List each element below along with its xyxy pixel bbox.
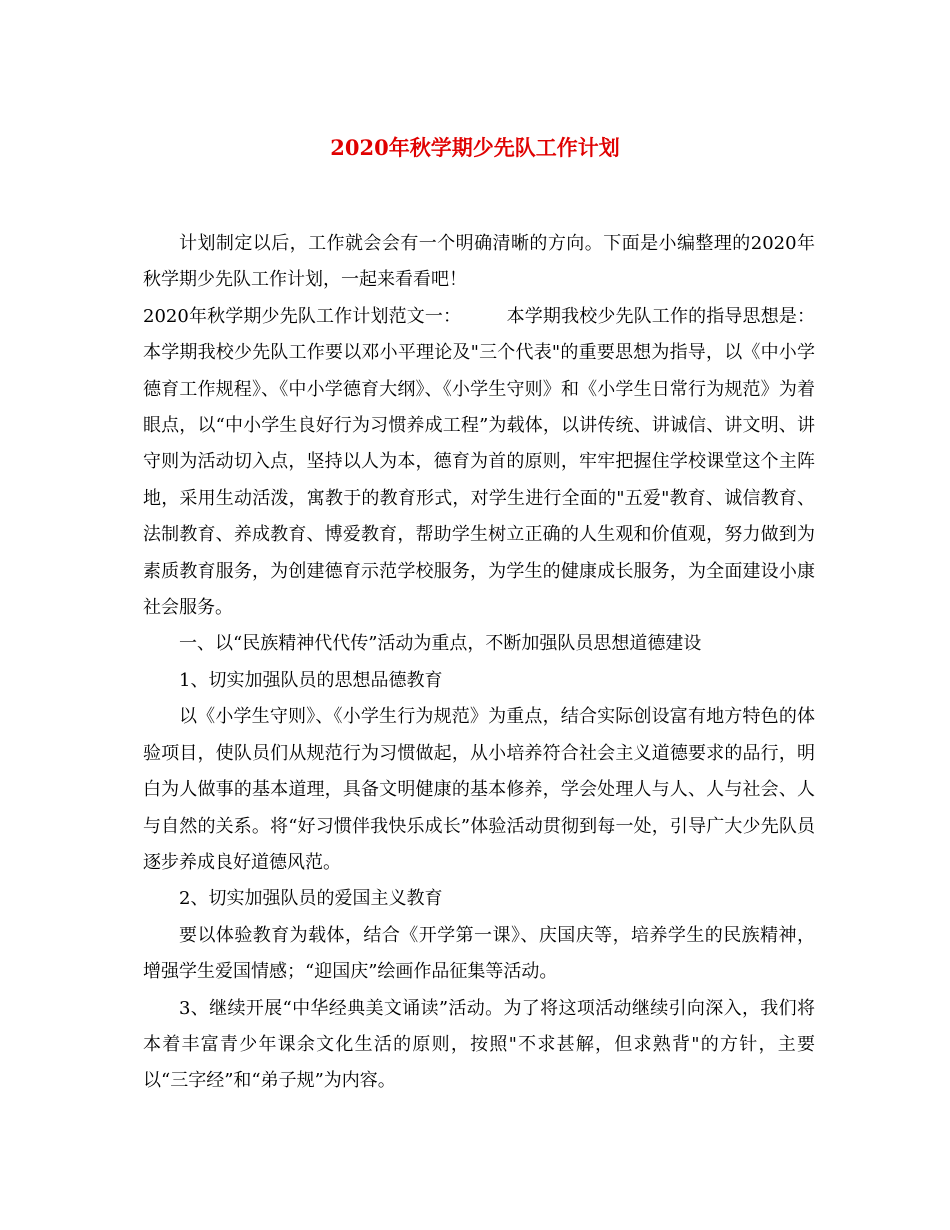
section-heading-1: 一、以“民族精神代代传”活动为重点，不断加强队员思想道德建设: [179, 633, 702, 655]
guiding-ideology-paragraph: 2020年秋学期少先队工作计划范文一： 本学期我校少先队工作的指导思想是：本学期我校少先队工作要以邓小平理论及"三个代表"的重要思想为指导，以《中小学德育工作规程》、《中小学德育大纲》、《小学生守则》和《小学生日常行为规范》为着眼点，以“中小学生良好行为习惯养成工程”为载体，以讲传统、讲诚信、讲文明、讲守则为活动切入点，坚持以人为本，德育为首的原则，牢牢把握住学校课堂这个主阵地，采用生动活泼，寓教于的教育形式，对学生进行全面的"五爱"教育、诚信教育、法制教育、养成教育、博爱教育，帮助学生树立正确的人生观和价值观，努力做到为素质教育服务，为创建德育示范学校服务，为学生的健康成长服务，为全面建设小康社会服务。: [143, 305, 815, 619]
patriotic-education-paragraph: 要以体验教育为载体，结合《开学第一课》、庆国庆等，培养学生的民族精神，增强学生爱国情感；“迎国庆”绘画作品征集等活动。: [143, 924, 815, 983]
subsection-heading-2: 2、切实加强队员的爱国主义教育: [179, 888, 443, 910]
subsection-heading-1: 1、切实加强队员的思想品德教育: [179, 669, 443, 691]
document-title: 2020年秋学期少先队工作计划: [330, 135, 620, 160]
classics-reading-paragraph: 3、继续开展“中华经典美文诵读”活动。为了将这项活动继续引向深入，我们将本着丰富青少年课余文化生活的原则，按照"不求甚解，但求熟背"的方针，主要以“三字经”和“弟子规”为内容。: [143, 997, 815, 1092]
moral-education-paragraph: 以《小学生守则》、《小学生行为规范》为重点，结合实际创设富有地方特色的体验项目，使队员们从规范行为习惯做起，从小培养符合社会主义道德要求的品行，明白为人做事的基本道理，具备文明健康的基本修养，学会处理人与人、人与社会、人与自然的关系。将“好习惯伴我快乐成长”体验活动贯彻到每一处，引导广大少先队员逐步养成良好道德风范。: [143, 706, 815, 873]
document-body: [143, 226, 815, 1100]
intro-paragraph: 计划制定以后，工作就会会有一个明确清晰的方向。下面是小编整理的2020年秋学期少先队工作计划，一起来看看吧！: [143, 233, 815, 291]
